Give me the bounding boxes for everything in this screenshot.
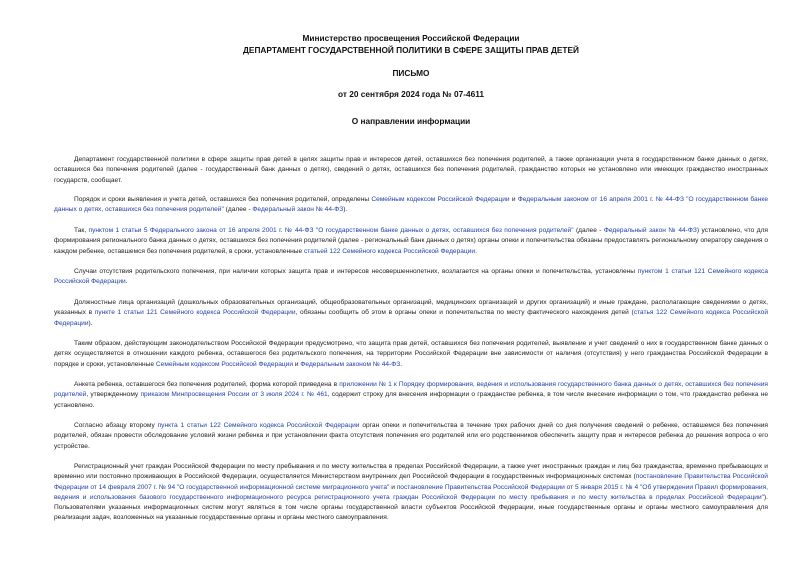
body-paragraph-9 xyxy=(54,462,768,524)
paragraph-text: , обязаны сообщить об этом в органы опеки и попечительства по месту фактического нахождения детей ( xyxy=(295,309,634,317)
paragraph-text: Согласно абзацу второму xyxy=(74,422,158,429)
paragraph-text: Случаи отсутствия родительского попечения, при наличии которых защита прав и интересов несовершеннолетних, возлагается на органы опеки и попечительства, установлены xyxy=(74,268,638,275)
paragraph-text: . xyxy=(475,247,477,255)
legal-reference-link[interactable]: Федеральный закон № 44-ФЗ xyxy=(252,206,344,214)
document-date-number: от 20 сентября 2024 года № 07-4611 xyxy=(338,89,484,99)
document-type: ПИСЬМО xyxy=(392,68,430,78)
paragraph-text: орган опеки и попечительства в течение трех рабочих дней со дня получения сведений о ребенке, оставшемся без попечения родителей, обязан провести обследование условий жизни ребенка и при установлении факта отсутствия попечения его родителей или его родственников обеспечить защиту прав и интересов ребенка до решения вопроса о его устройстве. xyxy=(54,422,769,450)
document-subject: О направлении информации xyxy=(351,116,471,126)
paragraph-text: ). xyxy=(343,206,348,214)
ministry-title: Министерство просвещения Российской Федерации xyxy=(302,33,520,43)
legal-reference-link[interactable]: постановление Правительства Российской Федерации от 5 января 2015 г. № 4 "Об утверждении Правил формирования, ведения и использования базового государственного информационного ресурса регистрационного учета граждан Российской Федерации по месту пребывания и по месту жительства в пределах Российской Федерации" xyxy=(54,483,768,501)
paragraph-text: Регистрационный учет граждан Российской Федерации по месту пребывания и по месту жительства в пределах Российской Федерации, а также учет иностранных граждан и лиц без гражданства, временно пребывающих и временно или постоянно проживающих в Российской Федерации, осуществляется Министерством внутренних дел Российской Федерации в государственных информационных системах ( xyxy=(54,463,768,481)
paragraph-text: Анкета ребенка, оставшегося без попечения родителей, форма которой приведена в xyxy=(74,381,340,388)
paragraph-text: Департамент государственной политики в сфере защиты прав детей в целях защиты прав и интересов детей, оставшихся без попечения родителей, а также организации учета в государственном банке данных о детях, оставшихся без попечения родителей (далее - государственный банк данных о детях), сведений о детях, оставшихся без попечения родителей, гражданство которых не установлено или имеющих гражданство иностранных государств, сообщает. xyxy=(54,156,768,184)
paragraph-text: Порядок и сроки выявления и учета детей, оставшихся без попечения родителей, определены xyxy=(74,196,372,203)
body-paragraph-2 xyxy=(54,195,768,216)
legal-reference-link[interactable]: статья 122 Семейного кодекса Российской Федерации xyxy=(54,309,769,327)
paragraph-text: Так, xyxy=(74,227,89,234)
paragraph-text: . xyxy=(125,278,128,286)
body-paragraph-3 xyxy=(54,226,768,257)
paragraph-text: и xyxy=(389,483,397,491)
paragraph-text: ) установлено, что для формирования регионального банка данных о детях, оставшихся без попечения родителей (далее - региональный банк данных о детях) органы опеки и попечительства обязаны предоставлять региональному оператору сведения о каждом ребенке, оставшемся без попечения родителей, в сроки, установленные xyxy=(54,227,769,255)
legal-reference-link[interactable]: постановление Правительства Российской Федерации от 14 февраля 2007 г. № 94 "О государственной информационной системе миграционного учета" xyxy=(54,473,768,491)
legal-reference-link[interactable]: статьей 122 Семейного кодекса Российской Федерации xyxy=(304,247,476,255)
legal-reference-link[interactable]: Семейным кодексом Российской Федерации xyxy=(371,196,510,203)
legal-reference-link[interactable]: пунктом 1 статьи 5 Федерального закона от 16 апреля 2001 г. № 44-ФЗ "О государственном банке данных о детях, оставшихся без попечения родителей" xyxy=(88,227,574,234)
paragraph-text: (далее - xyxy=(223,206,253,214)
legal-reference-link[interactable]: пунктом 1 статьи 121 Семейного кодекса Российской Федерации xyxy=(54,268,768,286)
body-paragraph-1 xyxy=(54,155,768,186)
legal-reference-link[interactable]: Федеральным законом № 44-ФЗ xyxy=(300,360,401,368)
paragraph-text: ). Пользователями указанных информационных систем могут являться в том числе органы государственной власти субъектов Российской Федерации, иные государственные органы и органы местного самоуправления для реализации задач, возложенных на указанные государственные органы и органы местного самоуправления. xyxy=(54,493,768,522)
paragraph-text: и xyxy=(509,196,518,203)
legal-reference-link[interactable]: Семейным кодексом Российской Федерации xyxy=(155,360,294,368)
paragraph-text: , содержит строку для внесения информации о гражданстве ребенка, в том числе внесение информации о том, что гражданство ребенка не установлено. xyxy=(54,391,768,409)
paragraph-text: (далее - xyxy=(573,227,604,234)
body-paragraph-5 xyxy=(54,298,768,329)
legal-reference-link[interactable]: приказом Минпросвещения России от 3 июля 2024 г. № 461 xyxy=(140,391,328,399)
body-paragraph-8 xyxy=(54,421,768,452)
paragraph-text: ). xyxy=(88,319,93,327)
body-paragraph-4 xyxy=(54,267,768,288)
body-paragraph-7 xyxy=(54,380,768,411)
legal-reference-link[interactable]: пункта 1 статьи 122 Семейного кодекса Российской Федерации xyxy=(157,422,360,429)
paragraph-text: Таким образом, действующим законодательством Российской Федерации предусмотрено, что защита прав детей, оставшихся без попечения родителей, выявление и учет сведений о них в государственном банке данных о детях осуществляется в отношении каждого ребенка, оставшегося без родительского попечения, на территории Российской Федерации вне зависимости от наличия (отсутствия) у него гражданства Российской Федерации в порядке и сроки, установленные xyxy=(54,340,768,368)
paragraph-text: , утвержденному xyxy=(86,391,141,399)
body-paragraph-6 xyxy=(54,339,768,370)
paragraph-text: . xyxy=(400,360,403,368)
legal-reference-link[interactable]: Федеральным законом от 16 апреля 2001 г. № 44-ФЗ "О государственном банке данных о детях, оставшихся без попечения родителей" xyxy=(54,196,768,214)
legal-reference-link[interactable]: приложении № 1 к Порядку формирования, ведения и использования государственного банка данных о детях, оставшихся без попечения родителей xyxy=(54,381,768,399)
department-title: ДЕПАРТАМЕНТ ГОСУДАРСТВЕННОЙ ПОЛИТИКИ В СФЕРЕ ЗАЩИТЫ ПРАВ ДЕТЕЙ xyxy=(243,45,579,55)
legal-reference-link[interactable]: Федеральный закон № 44-ФЗ xyxy=(603,227,697,234)
paragraph-text: и xyxy=(293,360,301,368)
paragraph-text: Должностные лица организаций (дошкольных образовательных организаций, общеобразовательных организаций, медицинских организаций и других организаций) и иные граждане, располагающие сведениями о детях, указанных в xyxy=(54,299,768,317)
legal-reference-link[interactable]: пункте 1 статьи 121 Семейного кодекса Российской Федерации xyxy=(94,309,296,317)
